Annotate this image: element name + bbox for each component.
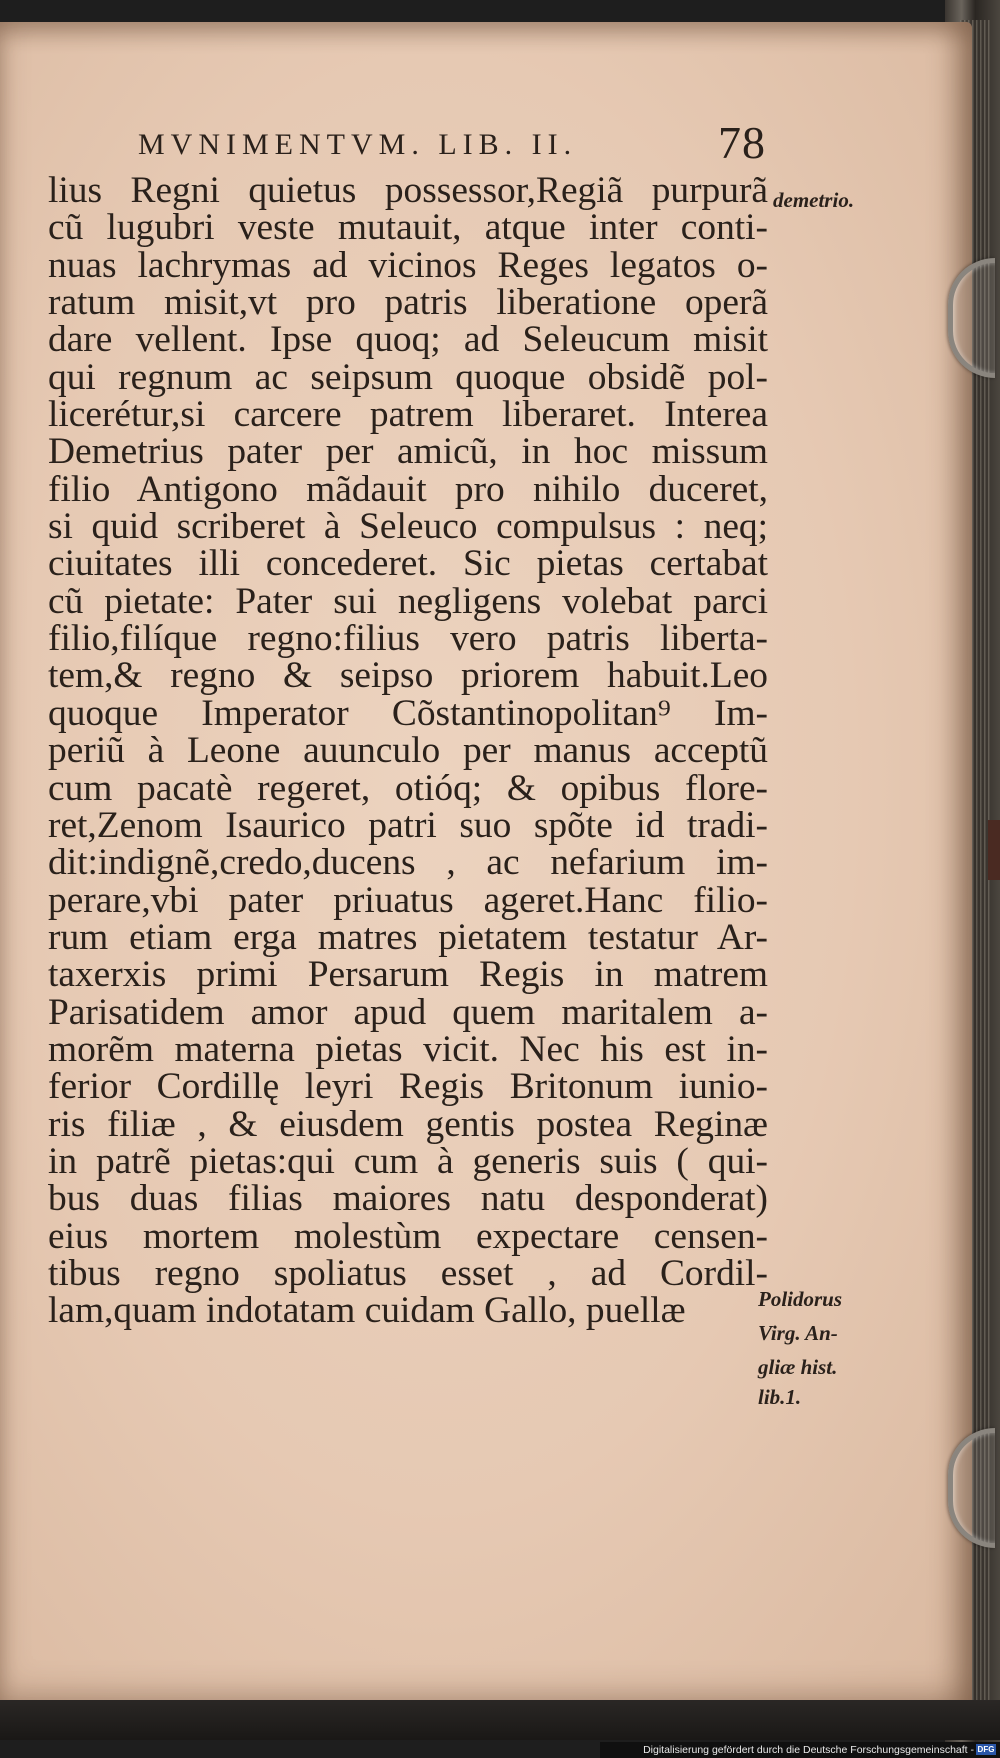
- text-line: ret,Zenom Isaurico patri suo spõte id tradi-: [48, 804, 768, 846]
- margin-note-polidorus: Polidorus: [758, 1287, 843, 1311]
- text-line: filio Antigono mãdauit pro nihilo duceret,: [48, 468, 768, 510]
- bookmark-ribbon: [988, 820, 1000, 880]
- text-line: lam,quam indotatam cuidam Gallo, puellæ: [48, 1290, 686, 1332]
- text-line: dit:indignẽ,credo,ducens , ac nefarium im-: [48, 842, 768, 884]
- running-head: MVNIMENTVM. LIB. II.: [138, 128, 578, 161]
- text-line: morẽm materna pietas vicit. Nec his est in-: [48, 1028, 768, 1070]
- text-line: lius Regni quietus possessor,Regiã purpurã: [48, 170, 768, 211]
- text-line: tem,& regno & seipso priorem habuit.Leo: [48, 655, 768, 697]
- text-line: perare,vbi pater priuatus ageret.Hanc filio-: [48, 879, 768, 921]
- page-number: 78: [718, 117, 766, 168]
- text-line: ciuitates illi concederet. Sic pietas certabat: [48, 543, 768, 585]
- text-line: qui regnum ac seipsum quoque obsidẽ pol-: [48, 356, 768, 398]
- margin-note-lib: lib.1.: [758, 1385, 802, 1409]
- text-line: tibus regno spoliatus esset , ad Cordil-: [48, 1252, 768, 1294]
- text-line: periũ à Leone auunculo per manus acceptũ: [48, 730, 768, 772]
- text-line: in patrẽ pietas:qui cum à generis suis ( qui-: [48, 1140, 768, 1182]
- text-line: ratum misit,vt pro patris liberatione operã: [48, 282, 768, 324]
- text-line: eius mortem molestùm expectare censen-: [48, 1215, 768, 1257]
- footer-credit: Digitalisierung gefördert durch die Deutsche Forschungsgemeinschaft -: [643, 1744, 974, 1756]
- text-line: cum pacatè regeret, otióq; & opibus flore-: [48, 767, 768, 809]
- margin-note-virg: Virg. An-: [758, 1321, 838, 1345]
- text-line: Demetrius pater per amicũ, in hoc missum: [48, 431, 768, 473]
- text-line: ris filiæ , & eiusdem gentis postea Reginæ: [48, 1103, 768, 1145]
- text-line: si quid scriberet à Seleuco compulsus : neq;: [48, 506, 768, 548]
- text-line: bus duas filias maiores natu desponderat): [48, 1178, 768, 1220]
- text-line: nuas lachrymas ad vicinos Reges legatos o-: [48, 244, 768, 286]
- text-line: rum etiam erga matres pietatem testatur Ar-: [48, 916, 768, 958]
- text-line: dare vellent. Ipse quoq; ad Seleucum misit: [48, 319, 768, 361]
- margin-note-hist: gliæ hist.: [758, 1355, 838, 1379]
- text-line: ferior Cordillę leyri Regis Britonum iunio-: [48, 1066, 768, 1108]
- text-line: quoque Imperator Cõstantinopolitan⁹ Im-: [48, 692, 768, 734]
- text-line: cũ lugubri veste mutauit, atque inter conti-: [48, 207, 768, 249]
- body-text: [48, 172, 768, 1330]
- text-line: taxerxis primi Persarum Regis in matrem: [48, 954, 768, 996]
- text-line: cũ pietate: Pater sui negligens volebat parci: [48, 580, 768, 622]
- text-line: Parisatidem amor apud quem maritalem a-: [48, 991, 768, 1033]
- scanner-bed: [0, 1700, 1000, 1740]
- text-line: filio,filíque regno:filius vero patris liberta-: [48, 618, 768, 660]
- dfg-logo: DFG: [977, 1745, 995, 1754]
- margin-note-demetrio: demetrio.: [773, 188, 855, 212]
- text-line: licerétur,si carcere patrem liberaret. Interea: [48, 394, 768, 436]
